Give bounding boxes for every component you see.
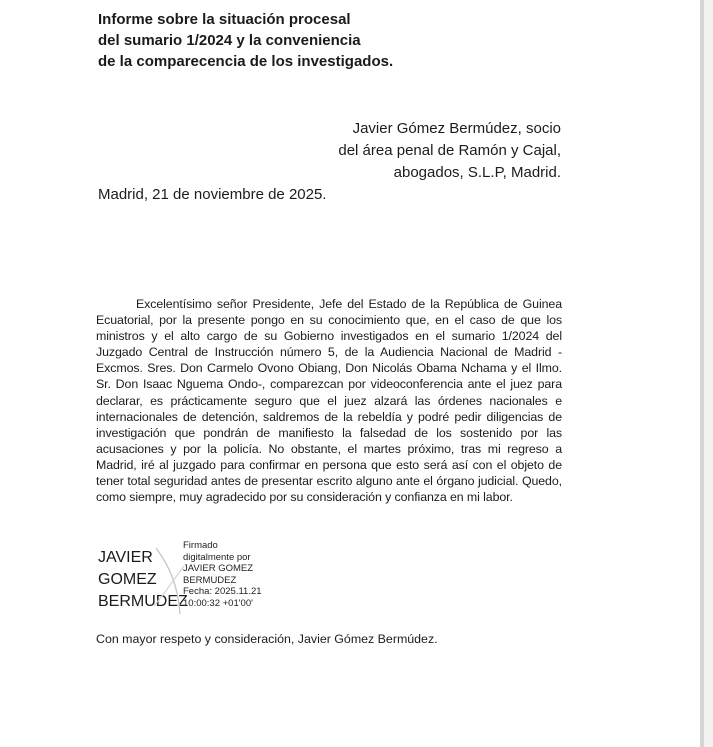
- date-line: Madrid, 21 de noviembre de 2025.: [98, 186, 327, 203]
- viewer-margin: [704, 0, 713, 747]
- author-block: [300, 118, 561, 184]
- signature-info-line-1: Firmado: [183, 540, 218, 551]
- signature-info-line-3: JAVIER GOMEZ: [183, 563, 254, 575]
- body-paragraph: Excelentísimo señor Presidente, Jefe del Estado de la República de Guinea Ecuatorial, por la presente pongo en su conocimiento que, en el caso de que los ministros y el alto cargo de su Gobierno investigados en el sumario 1/2024 del Juzgado Central de Instrucción número 5, de la Audiencia Nacional de Madrid -Excmos. Sres. Don Carmelo Ovono Obiang, Don Nicolás Obama Nchama y el Ilmo. Sr. Don Isaac Nguema Ondo-, comparezcan por videoconferencia ante el juez para declarar, es prácticamente seguro que el juez alzará las órdenes nacionales e internacionales de detención, saldremos de la rebeldía y podré pedir diligencias de investigación que pondrán de manifiesto la falsedad de los sostenido por las acusaciones y por la policía. No obstante, el martes próximo, tras mi regreso a Madrid, iré al juzgado para confirmar en persona que esto será así con el objeto de tener total seguridad antes de presentar escrito alguno ante el órgano judicial. Quedo, como siempre, muy agradecido por su consideración y confianza en mi labor.: [96, 297, 562, 505]
- signature-name-line-1: JAVIER: [98, 549, 153, 566]
- title-line-2: del sumario 1/2024 y la conveniencia: [98, 32, 361, 49]
- document-title: [98, 9, 518, 72]
- signature-info-line-6: 10:00:32 +01'00': [183, 597, 253, 609]
- signature-info-line-5: Fecha: 2025.11.21: [183, 586, 262, 598]
- digital-signature-info: [183, 540, 262, 610]
- signature-name-line-2: GOMEZ: [98, 571, 157, 588]
- title-line-3: de la comparecencia de los investigados.: [98, 53, 394, 70]
- author-line-1: Javier Gómez Bermúdez, socio: [352, 120, 561, 137]
- title-line-1: Informe sobre la situación procesal: [98, 11, 351, 28]
- signature-info-line-2: digitalmente por: [183, 551, 251, 563]
- author-line-2: del área penal de Ramón y Cajal,: [338, 142, 561, 159]
- author-line-3: abogados, S.L.P, Madrid.: [393, 164, 561, 181]
- signature-name-line-3: BERMUDEZ: [98, 593, 188, 610]
- signature-info-line-4: BERMUDEZ: [183, 574, 237, 586]
- closing-line: Con mayor respeto y consideración, Javier Gómez Bermúdez.: [96, 632, 438, 646]
